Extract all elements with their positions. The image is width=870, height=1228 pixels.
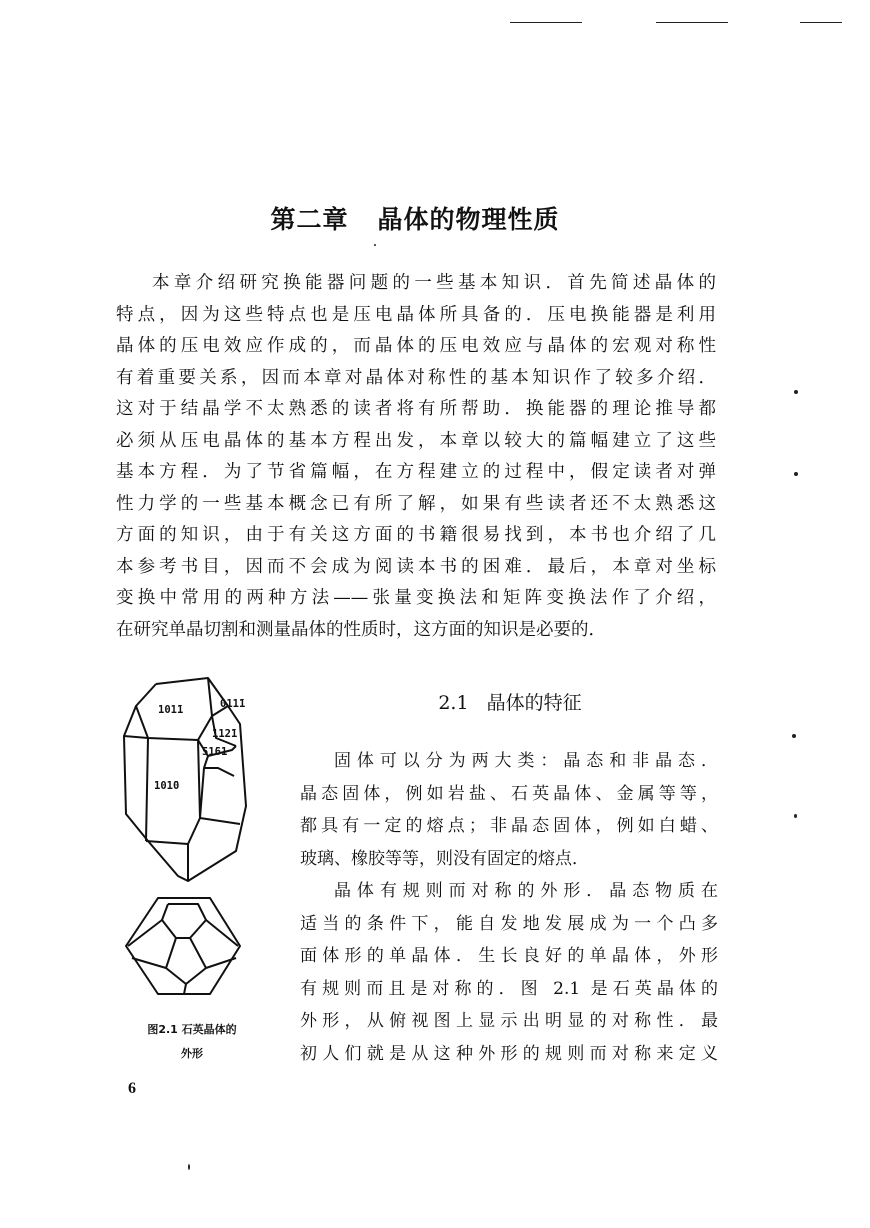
intro-paragraph	[116, 268, 716, 646]
section-line: 有规则而且是对称的．图 2.1 是石英晶体的	[300, 978, 718, 999]
scan-speck	[188, 1164, 190, 1170]
face-label: 101̄1	[158, 704, 184, 716]
caption-line: 外形	[181, 1047, 203, 1060]
top-rule	[800, 22, 842, 23]
scan-speck	[794, 390, 798, 394]
top-rule	[656, 22, 728, 23]
scan-speck	[792, 734, 796, 738]
intro-line: 本参考书目，因而不会成为阅读本书的困难．最后，本章对坐标	[116, 556, 716, 577]
intro-line: 在研究单晶切割和测量晶体的性质时，这方面的知识是必要的．	[116, 619, 606, 640]
face-label: 112̄1	[212, 728, 238, 740]
face-label: 51̄61	[202, 746, 228, 758]
intro-line: 必须从压电晶体的基本方程出发，本章以较大的篇幅建立了这些	[116, 430, 716, 451]
section-paragraph	[300, 745, 718, 1070]
section-line: 晶态固体，例如岩盐、石英晶体、金属等等，	[300, 783, 718, 804]
scan-speck	[374, 244, 376, 246]
quartz-crystal-drawing	[108, 676, 276, 1016]
quartz-crystal-figure	[108, 676, 276, 1016]
page-number: 6	[128, 1080, 136, 1097]
section-line: 都具有一定的熔点；非晶态固体，例如白蜡、	[300, 816, 718, 836]
top-rule	[510, 22, 582, 23]
section-line: 面体形的单晶体．生长良好的单晶体，外形	[300, 946, 718, 966]
intro-line: 性力学的一些基本概念已有所了解，如果有些读者还不太熟悉这	[116, 493, 716, 514]
section-heading: 2.1 晶体的特征	[438, 692, 582, 714]
caption-line: 图2.1 石英晶体的	[147, 1023, 237, 1036]
intro-line: 本章介绍研究换能器问题的一些基本知识．首先简述晶体的	[152, 273, 716, 293]
intro-line: 特点，因为这些特点也是压电晶体所具备的．压电换能器是利用	[116, 304, 716, 325]
intro-line: 晶体的压电效应作成的，而晶体的压电效应与晶体的宏观对称性	[116, 336, 716, 356]
section-line: 固体可以分为两大类：晶态和非晶态．	[334, 751, 718, 771]
intro-line: 这对于结晶学不太熟悉的读者将有所帮助．换能器的理论推导都	[116, 399, 716, 419]
scan-speck	[794, 814, 797, 818]
figure-caption	[112, 1018, 272, 1066]
intro-line: 方面的知识，由于有关这方面的书籍很易找到，本书也介绍了几	[116, 525, 716, 545]
section-line: 外形，从俯视图上显示出明显的对称性．最	[300, 1011, 718, 1031]
section-line: 晶体有规则而对称的外形．晶态物质在	[334, 881, 718, 901]
face-label: 011̄1	[220, 698, 246, 710]
section-line: 初人们就是从这种外形的规则而对称来定义	[300, 1043, 718, 1064]
intro-line: 有着重要关系，因而本章对晶体对称性的基本知识作了较多介绍．	[116, 367, 716, 388]
intro-line: 基本方程．为了节省篇幅，在方程建立的过程中，假定读者对弹	[116, 462, 716, 482]
scan-speck	[794, 472, 798, 476]
intro-line: 变换中常用的两种方法——张量变换法和矩阵变换法作了介绍，	[116, 588, 716, 608]
chapter-title: 第二章 晶体的物理性质	[270, 205, 560, 234]
section-line: 玻璃、橡胶等等，则没有固定的熔点．	[300, 848, 589, 869]
face-label: 101̄0	[154, 780, 180, 792]
section-line: 适当的条件下，能自发地发展成为一个凸多	[300, 913, 718, 934]
